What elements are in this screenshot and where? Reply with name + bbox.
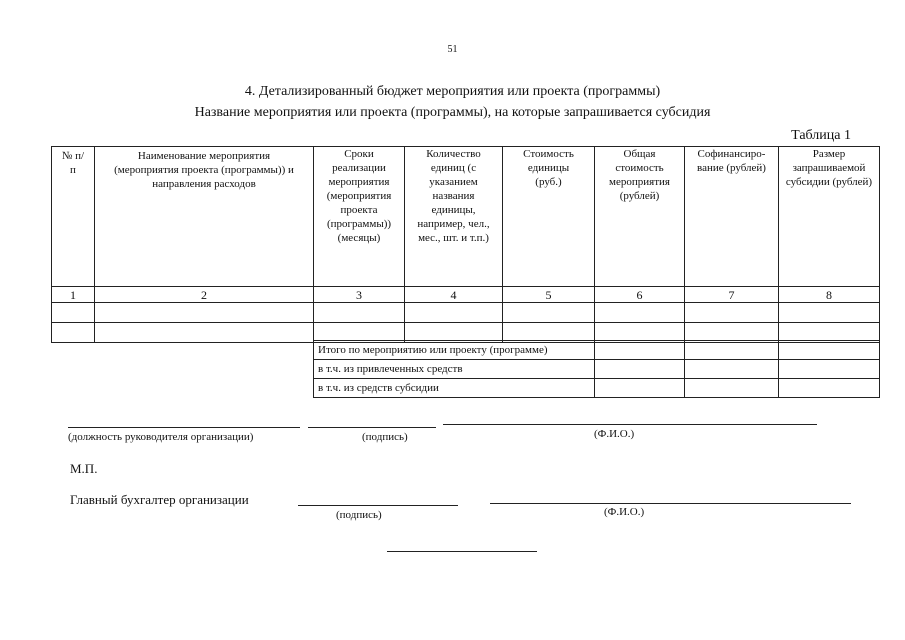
col-number-8: 8 <box>779 287 880 303</box>
table-cell[interactable] <box>685 303 779 323</box>
col-number-7: 7 <box>685 287 779 303</box>
signature-caption: (подпись) <box>362 431 408 443</box>
table-cell[interactable] <box>595 303 685 323</box>
table-cell[interactable] <box>314 303 405 323</box>
table-cell[interactable] <box>52 323 95 343</box>
page-number: 51 <box>447 44 458 55</box>
header-col-7: Софинансиро-вание (рублей) <box>685 147 779 287</box>
header-col-1: № п/п <box>52 147 95 287</box>
column-number-row <box>52 287 880 303</box>
budget-table <box>51 146 880 343</box>
table-cell[interactable] <box>779 379 880 398</box>
totals-row <box>314 341 880 360</box>
table-cell[interactable] <box>685 360 779 379</box>
table-cell[interactable] <box>595 379 685 398</box>
col-number-1: 1 <box>52 287 95 303</box>
header-col-8: Размер запрашиваемой субсидии (рублей) <box>779 147 880 287</box>
table-cell[interactable] <box>595 341 685 360</box>
totals-label-attracted: в т.ч. из привлеченных средств <box>314 360 595 379</box>
header-col-2: Наименование мероприятия (мероприятия проекта (программы)) и направления расходов <box>95 147 314 287</box>
section-subheading: Название мероприятия или проекта (программы), на которые запрашивается субсидия <box>194 105 711 120</box>
accountant-fio-caption: (Ф.И.О.) <box>604 506 645 518</box>
col-number-5: 5 <box>503 287 595 303</box>
stamp-label: М.П. <box>70 461 98 476</box>
totals-row <box>314 379 880 398</box>
accountant-label: Главный бухгалтер организации <box>70 492 249 507</box>
totals-table <box>313 340 880 398</box>
table-cell[interactable] <box>95 303 314 323</box>
table-cell[interactable] <box>405 303 503 323</box>
table-caption: Таблица 1 <box>791 128 851 143</box>
col-number-4: 4 <box>405 287 503 303</box>
table-cell[interactable] <box>685 379 779 398</box>
header-col-6: Общая стоимость мероприятия (рублей) <box>595 147 685 287</box>
header-col-3: Сроки реализации мероприятия (мероприятия проекта (программы)) (месяцы) <box>314 147 405 287</box>
position-caption: (должность руководителя организации) <box>68 431 254 443</box>
totals-label-total: Итого по мероприятию или проекту (программе) <box>314 341 595 360</box>
table-cell[interactable] <box>503 303 595 323</box>
signature-line[interactable] <box>308 427 436 428</box>
table-cell[interactable] <box>95 323 314 343</box>
table-cell[interactable] <box>685 341 779 360</box>
fio-line[interactable] <box>443 424 817 425</box>
header-col-5: Стоимость единицы (руб.) <box>503 147 595 287</box>
fio-caption: (Ф.И.О.) <box>594 428 635 440</box>
col-number-6: 6 <box>595 287 685 303</box>
col-number-3: 3 <box>314 287 405 303</box>
accountant-signature-caption: (подпись) <box>336 509 382 521</box>
header-col-4: Количество единиц (с указанием названия единицы, например, чел., мес., шт. и т.п.) <box>405 147 503 287</box>
table-row <box>52 303 880 323</box>
section-heading: 4. Детализированный бюджет мероприятия или проекта (программы) <box>244 84 661 99</box>
accountant-signature-line[interactable] <box>298 505 458 506</box>
table-cell[interactable] <box>52 303 95 323</box>
col-number-2: 2 <box>95 287 314 303</box>
table-cell[interactable] <box>595 360 685 379</box>
closing-separator <box>387 551 537 552</box>
table-cell[interactable] <box>779 360 880 379</box>
totals-label-subsidy: в т.ч. из средств субсидии <box>314 379 595 398</box>
position-line[interactable] <box>68 427 300 428</box>
table-header-row <box>52 147 880 287</box>
table-cell[interactable] <box>779 303 880 323</box>
accountant-fio-line[interactable] <box>490 503 851 504</box>
table-cell[interactable] <box>779 341 880 360</box>
totals-row <box>314 360 880 379</box>
